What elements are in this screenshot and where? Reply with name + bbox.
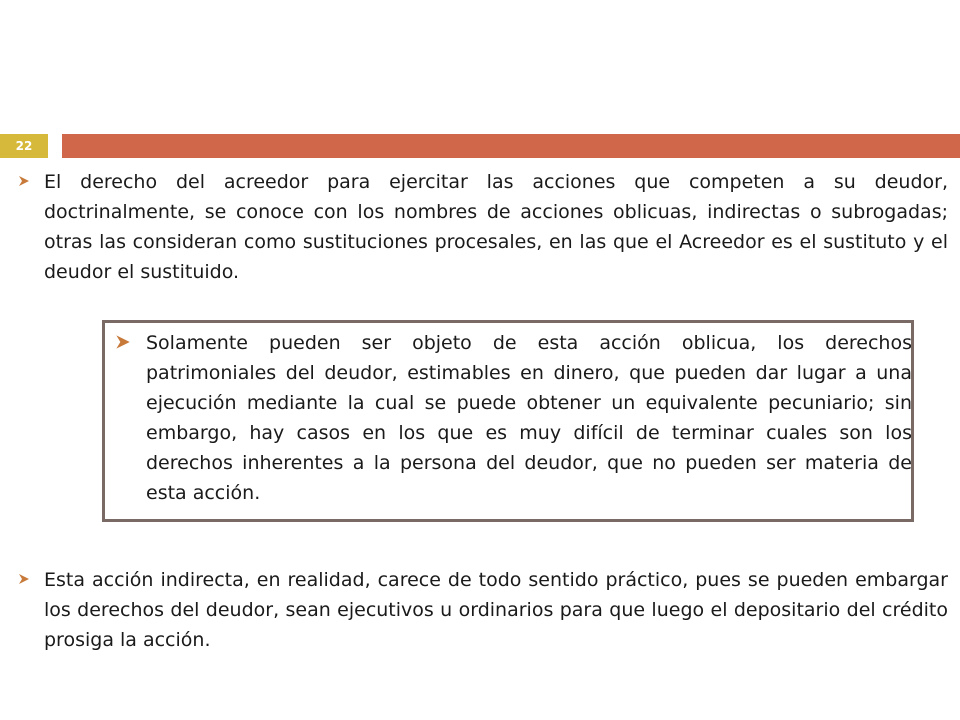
paragraph-text: El derecho del acreedor para ejercitar las acciones que competen a su deudor, doctrinalmente, se conoce con los nombres de acciones oblicuas, indirectas o subrogadas; otras las consideran como sustituciones procesales, en las que el Acreedor es el sustituto y el deudor el sustituido. (44, 171, 948, 283)
header-accent-bar (62, 134, 960, 158)
page-number-badge: 22 (0, 134, 48, 158)
arrow-bullet-icon (114, 334, 138, 350)
arrow-bullet-icon (18, 175, 36, 187)
paragraph-text: Solamente pueden ser objeto de esta acción oblicua, los derechos patrimoniales del deudor, estimables en dinero, que pueden dar lugar a una ejecución mediante la cual se puede obtener un equivalente pecuniario; sin embargo, hay casos en los que es muy difícil de terminar cuales son los derechos inherentes a la persona del deudor, que no pueden ser materia de esta acción. (146, 332, 912, 504)
bullet-paragraph-1 (18, 167, 948, 287)
arrow-bullet-icon (18, 573, 36, 585)
bullet-paragraph-3 (18, 565, 948, 655)
paragraph-text: Esta acción indirecta, en realidad, carece de todo sentido práctico, pues se pueden embargar los derechos del deudor, sean ejecutivos u ordinarios para que luego el depositario del crédito prosiga la acción. (44, 569, 948, 651)
bullet-paragraph-2 (114, 328, 912, 508)
